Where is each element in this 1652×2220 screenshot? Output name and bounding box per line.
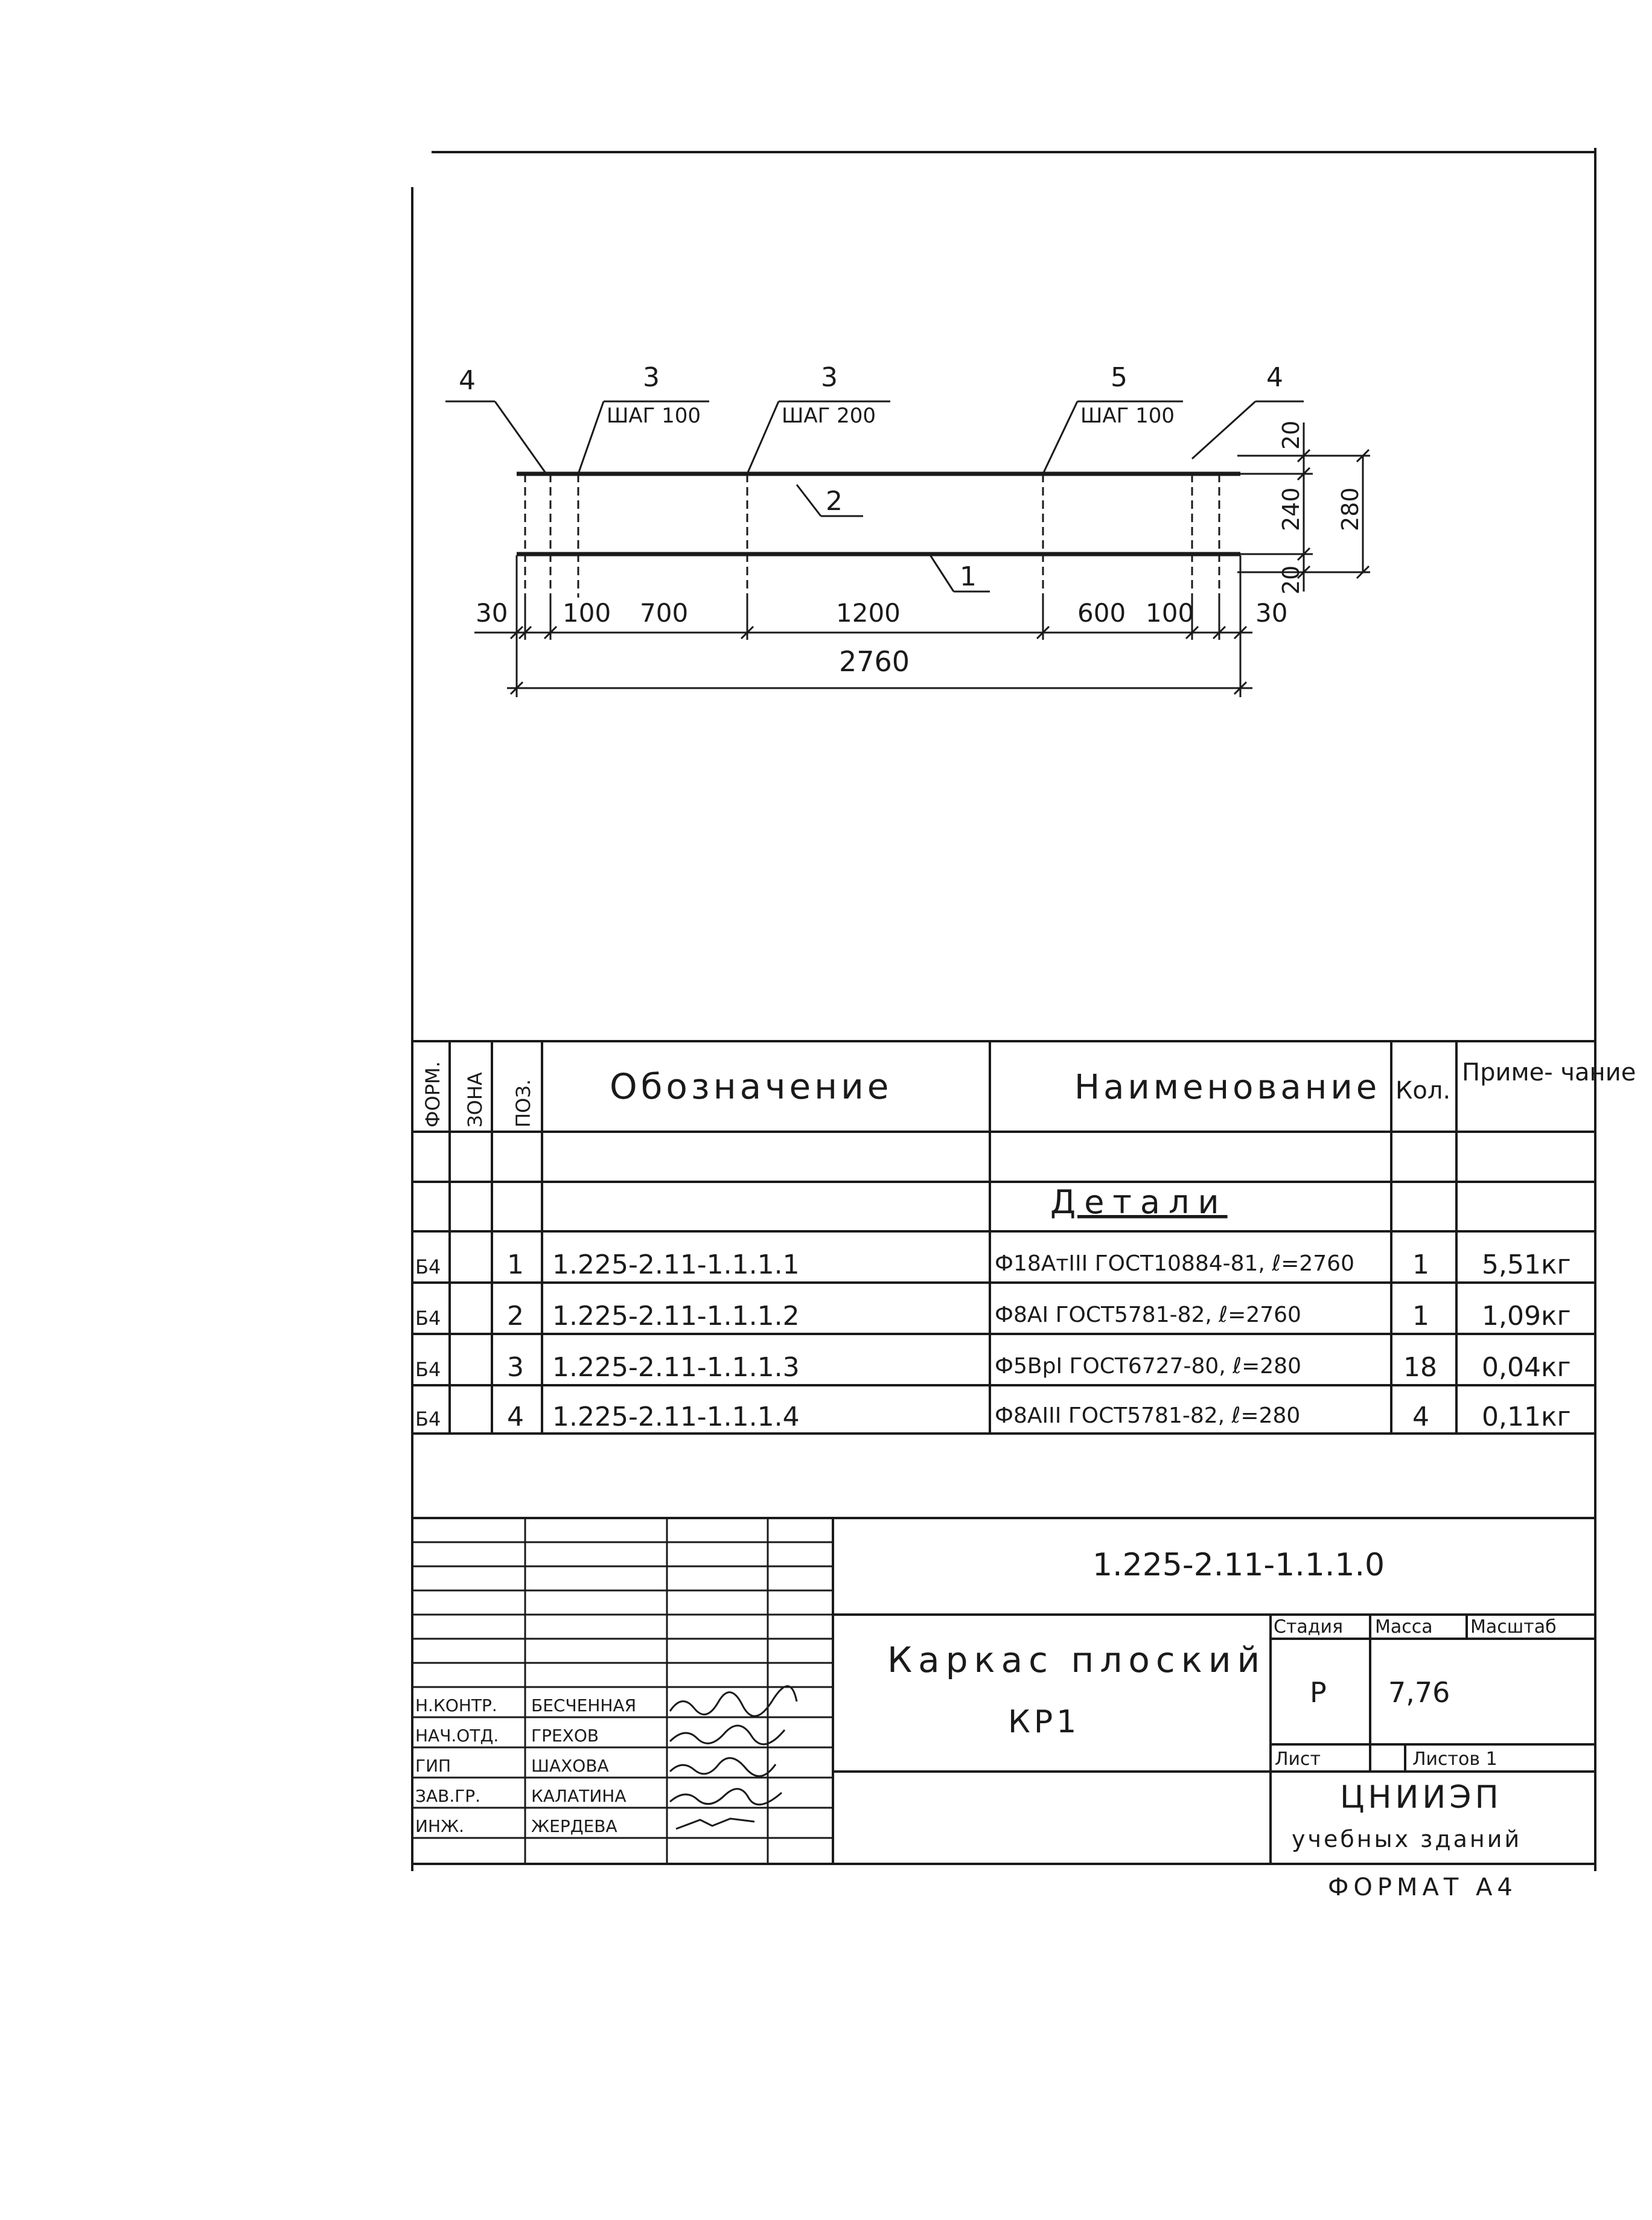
sheets-label: Листов 1 bbox=[1412, 1749, 1497, 1770]
table-row bbox=[415, 1301, 1571, 1332]
section-title: Детали bbox=[1050, 1183, 1228, 1221]
signer-name: ГРЕХОВ bbox=[531, 1726, 599, 1746]
row-note: 1,09кг bbox=[1482, 1301, 1571, 1332]
leader-num: 3 bbox=[821, 362, 838, 393]
signer-role: ГИП bbox=[415, 1756, 451, 1776]
stage-label: Стадия bbox=[1274, 1616, 1344, 1638]
leader-lines bbox=[445, 401, 1304, 592]
bar-label: 1 bbox=[960, 561, 977, 592]
row-pos: 3 bbox=[507, 1352, 524, 1383]
signer-role: ЗАВ.ГР. bbox=[415, 1786, 481, 1806]
specification-table bbox=[412, 1041, 1636, 1434]
row-pos: 1 bbox=[507, 1249, 524, 1280]
document-code: 1.225-2.11-1.1.1.0 bbox=[1092, 1547, 1385, 1583]
dim-value: 20 bbox=[1278, 565, 1304, 595]
organization-name: ЦНИИЭП bbox=[1340, 1779, 1502, 1816]
leader-num: 4 bbox=[1266, 362, 1283, 393]
row-qty: 18 bbox=[1403, 1352, 1437, 1383]
dim-total: 2760 bbox=[839, 645, 910, 678]
col-designation-header: Обозначение bbox=[610, 1066, 893, 1107]
table-row bbox=[415, 1249, 1571, 1280]
dim-value: 100 bbox=[563, 598, 611, 628]
row-format: Б4 bbox=[415, 1307, 441, 1330]
title-block bbox=[412, 1518, 1595, 1864]
sheet-label: Лист bbox=[1275, 1749, 1321, 1770]
organization-dept: учебных зданий bbox=[1292, 1826, 1522, 1852]
format-label: ФОРМАТ А4 bbox=[1328, 1874, 1517, 1901]
stage-value: Р bbox=[1310, 1676, 1327, 1709]
row-format: Б4 bbox=[415, 1358, 441, 1381]
row-name: Ф8АIII ГОСТ5781-82, ℓ=280 bbox=[995, 1403, 1301, 1428]
spec-rows bbox=[415, 1249, 1571, 1432]
row-qty: 1 bbox=[1412, 1301, 1429, 1332]
row-name: Ф18АтIII ГОСТ10884-81, ℓ=2760 bbox=[995, 1251, 1354, 1276]
leader-step: ШАГ 100 bbox=[1080, 404, 1175, 428]
row-note: 0,11кг bbox=[1482, 1402, 1571, 1432]
col-pos-header: ПОЗ. bbox=[512, 1079, 535, 1128]
signer-name: БЕСЧЕННАЯ bbox=[531, 1695, 637, 1715]
col-format-header: ФОРМ. bbox=[421, 1061, 444, 1128]
col-zone-header: ЗОНА bbox=[464, 1072, 486, 1128]
row-designation: 1.225-2.11-1.1.1.1 bbox=[552, 1249, 800, 1280]
sheet-frame bbox=[412, 148, 1595, 1871]
signer-role: НАЧ.ОТД. bbox=[415, 1726, 499, 1746]
col-name-header: Наименование bbox=[1074, 1068, 1381, 1107]
leader-num: 4 bbox=[459, 365, 476, 396]
row-name: Ф5ВрI ГОСТ6727-80, ℓ=280 bbox=[995, 1354, 1301, 1379]
col-note-header: Приме- чание bbox=[1462, 1059, 1636, 1086]
drawing-title: Каркас плоский bbox=[887, 1639, 1266, 1680]
transverse-rods bbox=[525, 474, 1219, 598]
dim-value: 100 bbox=[1146, 598, 1194, 628]
signer-role: Н.КОНТР. bbox=[415, 1695, 497, 1715]
leader-step: ШАГ 200 bbox=[782, 404, 876, 428]
col-qty-header: Кол. bbox=[1395, 1077, 1451, 1105]
row-format: Б4 bbox=[415, 1408, 441, 1431]
dim-value: 240 bbox=[1278, 487, 1304, 531]
table-row bbox=[415, 1402, 1571, 1432]
dim-value: 700 bbox=[640, 598, 689, 628]
leader-num: 3 bbox=[643, 362, 660, 393]
row-designation: 1.225-2.11-1.1.1.2 bbox=[552, 1301, 800, 1332]
mass-value: 7,76 bbox=[1388, 1676, 1450, 1709]
drawing-subtitle: КР1 bbox=[1008, 1704, 1080, 1740]
row-designation: 1.225-2.11-1.1.1.4 bbox=[552, 1402, 800, 1432]
frame-drawing bbox=[445, 362, 1370, 697]
row-format: Б4 bbox=[415, 1255, 441, 1278]
bar-label: 2 bbox=[826, 486, 843, 517]
signer-role: ИНЖ. bbox=[415, 1816, 465, 1836]
row-pos: 2 bbox=[507, 1301, 524, 1332]
leader-labels bbox=[459, 362, 1283, 592]
bottom-dimension-values bbox=[476, 598, 1287, 678]
row-designation: 1.225-2.11-1.1.1.3 bbox=[552, 1352, 800, 1383]
row-qty: 1 bbox=[1412, 1249, 1429, 1280]
dim-value: 30 bbox=[1255, 598, 1288, 628]
table-row bbox=[415, 1352, 1571, 1383]
dim-value: 20 bbox=[1278, 420, 1304, 450]
dim-value: 1200 bbox=[836, 598, 901, 628]
row-pos: 4 bbox=[507, 1402, 524, 1432]
spec-header bbox=[421, 1059, 1636, 1128]
scale-label: Масштаб bbox=[1470, 1616, 1557, 1638]
dim-value: 280 bbox=[1337, 487, 1363, 531]
leader-step: ШАГ 100 bbox=[607, 404, 701, 428]
signer-name: КАЛАТИНА bbox=[531, 1786, 627, 1806]
row-qty: 4 bbox=[1412, 1402, 1429, 1432]
row-name: Ф8АI ГОСТ5781-82, ℓ=2760 bbox=[995, 1303, 1301, 1327]
row-note: 0,04кг bbox=[1482, 1352, 1571, 1383]
right-dimension-values bbox=[1278, 421, 1363, 595]
mass-label: Масса bbox=[1375, 1616, 1433, 1638]
dim-value: 600 bbox=[1077, 598, 1126, 628]
leader-num: 5 bbox=[1111, 362, 1127, 393]
dim-value: 30 bbox=[476, 598, 508, 628]
signer-name: ЖЕРДЕВА bbox=[531, 1816, 617, 1836]
signer-name: ШАХОВА bbox=[531, 1756, 609, 1776]
row-note: 5,51кг bbox=[1482, 1249, 1571, 1280]
